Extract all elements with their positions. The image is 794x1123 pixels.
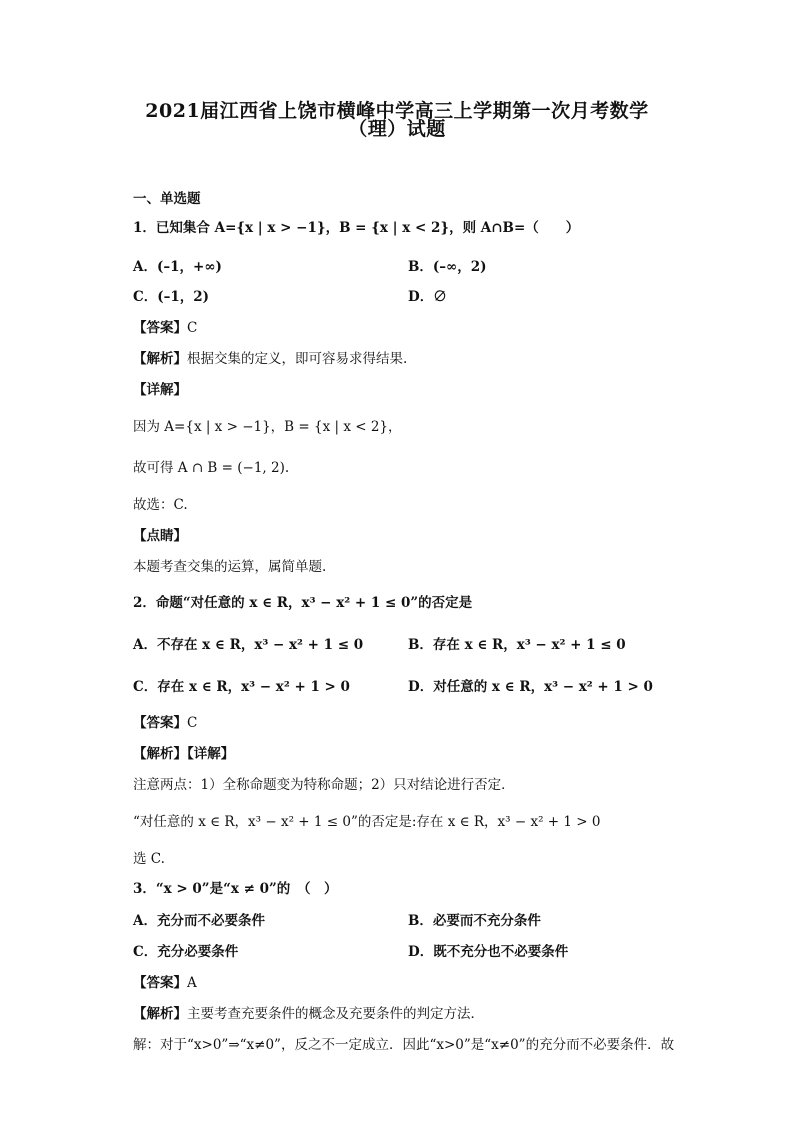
q1-comment-tag: 【点睛】 <box>133 528 187 544</box>
q2-option-d: D．对任意的 x ∈ R，x³ − x² + 1 > 0 <box>408 679 653 695</box>
q1-detail-tag: 【详解】 <box>133 382 187 398</box>
document-title-line2: （理）试题 <box>348 118 446 140</box>
q1-option-d: D．∅ <box>408 289 447 305</box>
q2-option-a: A．不存在 x ∈ R，x³ − x² + 1 ≤ 0 <box>133 637 364 653</box>
section-heading: 一、单选题 <box>133 191 201 207</box>
q3-option-a: A．充分而不必要条件 <box>133 913 265 929</box>
q1-comment: 本题考查交集的运算，属简单题. <box>133 559 327 575</box>
answer-value: A <box>187 975 197 991</box>
q3-answer <box>133 971 197 991</box>
q3-solution: 解：对于“x>0”⇒“x≠0”，反之不一定成立．因此“x>0”是“x≠0”的充分而不必要条件．故 <box>133 1037 675 1053</box>
q1-detail-2: 故可得 A ∩ B = (−1, 2). <box>133 460 290 476</box>
q1-answer <box>133 316 197 336</box>
answer-tag: 【答案】 <box>133 975 187 991</box>
q3-stem: 3．“x > 0”是“x ≠ 0”的 （ ） <box>133 881 338 897</box>
answer-tag: 【答案】 <box>133 320 187 336</box>
q2-option-b: B．存在 x ∈ R，x³ − x² + 1 ≤ 0 <box>408 637 626 653</box>
q2-choose: 选 C. <box>133 851 165 867</box>
q1-option-b: B．(–∞，2) <box>408 259 487 275</box>
analysis-text: 根据交集的定义，即可容易求得结果. <box>187 351 408 367</box>
analysis-text: 主要考查充要条件的概念及充要条件的判定方法． <box>187 1006 484 1022</box>
q1-detail-1: 因为 A={x | x > −1}，B = {x | x < 2}， <box>133 419 402 435</box>
q1-option-c: C．(–1，2) <box>133 289 210 305</box>
q2-analysis-tag: 【解析】【详解】 <box>133 746 235 762</box>
answer-tag: 【答案】 <box>133 715 187 731</box>
answer-value: C <box>187 320 198 336</box>
q1-detail-3: 故选：C. <box>133 497 188 513</box>
document-title-line1: 2021届江西省上饶市横峰中学高三上学期第一次月考数学 <box>145 100 649 122</box>
q3-analysis <box>133 1002 484 1022</box>
q3-option-d: D．既不充分也不必要条件 <box>408 944 569 960</box>
q2-stem: 2．命题“对任意的 x ∈ R，x³ − x² + 1 ≤ 0”的否定是 <box>133 595 473 611</box>
q3-option-c: C．充分必要条件 <box>133 944 239 960</box>
q1-stem: 1．已知集合 A={x | x > −1}，B = {x | x < 2}，则 A∩B=（ ） <box>133 220 580 236</box>
analysis-tag: 【解析】 <box>133 1006 187 1022</box>
analysis-tag: 【解析】 <box>133 351 187 367</box>
q1-option-a: A．(–1，+∞) <box>133 259 222 275</box>
q3-option-b: B．必要而不充分条件 <box>408 913 541 929</box>
q1-analysis <box>133 347 407 367</box>
q2-note: 注意两点：1）全称命题变为特称命题；2）只对结论进行否定． <box>133 777 515 793</box>
q2-option-c: C．存在 x ∈ R，x³ − x² + 1 > 0 <box>133 679 350 695</box>
q2-detail: “对任意的 x ∈ R，x³ − x² + 1 ≤ 0”的否定是:存在 x ∈ R，x³ − x² + 1 > 0 <box>133 814 601 830</box>
q2-answer <box>133 711 197 731</box>
answer-value: C <box>187 715 198 731</box>
